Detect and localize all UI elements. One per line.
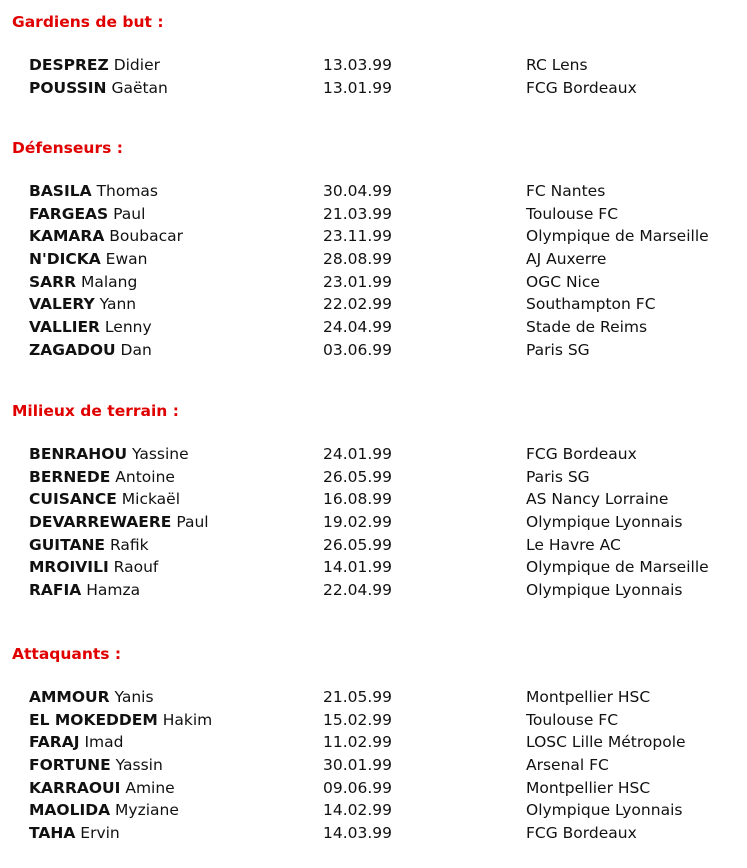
player-birthdate: 30.01.99 xyxy=(323,756,393,775)
player-birthdate: 09.06.99 xyxy=(323,778,393,797)
player-first-name: Amine xyxy=(125,778,175,797)
player-last-name: GUITANE xyxy=(29,535,106,554)
player-first-name: Antoine xyxy=(115,467,175,486)
player-name xyxy=(29,316,152,339)
player-first-name: Dan xyxy=(120,340,152,359)
player-last-name: BASILA xyxy=(29,182,92,200)
player-row xyxy=(0,754,747,777)
player-last-name: BERNEDE xyxy=(29,467,111,486)
player-name xyxy=(29,293,136,316)
player-last-name: AMMOUR xyxy=(29,688,110,706)
player-club: Olympique Lyonnais xyxy=(526,581,683,600)
section-title: Gardiens de but : xyxy=(12,13,164,31)
player-row xyxy=(0,339,747,362)
player-row xyxy=(0,271,747,294)
player-name xyxy=(29,488,180,511)
player-last-name: TAHA xyxy=(29,824,76,843)
player-club: RC Lens xyxy=(526,56,588,74)
player-birthdate: 14.01.99 xyxy=(323,558,393,577)
player-last-name: DEVARREWAERE xyxy=(29,513,172,532)
player-last-name: SARR xyxy=(29,272,77,291)
player-row xyxy=(0,293,747,316)
player-birthdate: 13.01.99 xyxy=(323,78,393,97)
player-name xyxy=(29,799,179,822)
player-birthdate: 03.06.99 xyxy=(323,340,393,359)
player-list xyxy=(0,686,747,845)
player-first-name: Hamza xyxy=(86,581,141,600)
player-row xyxy=(0,248,747,271)
player-first-name: Yassine xyxy=(131,445,189,463)
player-last-name: VALLIER xyxy=(29,318,100,337)
player-first-name: Gaëtan xyxy=(111,78,168,97)
player-club: Stade de Reims xyxy=(526,318,648,337)
player-first-name: Didier xyxy=(113,56,160,74)
player-last-name: MAOLIDA xyxy=(29,801,111,820)
player-first-name: Raouf xyxy=(113,558,159,577)
player-row xyxy=(0,488,747,511)
player-row xyxy=(0,534,747,557)
player-name xyxy=(29,77,168,100)
player-first-name: Imad xyxy=(84,733,124,752)
player-name xyxy=(29,466,175,489)
player-last-name: N'DICKA xyxy=(29,250,101,269)
player-row xyxy=(0,225,747,248)
player-name xyxy=(29,443,189,466)
player-last-name: KAMARA xyxy=(29,227,105,246)
player-birthdate: 21.03.99 xyxy=(323,204,393,223)
player-name xyxy=(29,225,183,248)
player-last-name: FORTUNE xyxy=(29,756,111,775)
player-row xyxy=(0,731,747,754)
player-club: FCG Bordeaux xyxy=(526,445,637,463)
player-row xyxy=(0,466,747,489)
player-birthdate: 28.08.99 xyxy=(323,250,393,269)
player-first-name: Paul xyxy=(176,513,209,532)
section-title: Milieux de terrain : xyxy=(12,402,179,420)
player-club: OGC Nice xyxy=(526,272,600,291)
player-birthdate: 21.05.99 xyxy=(323,688,393,706)
player-last-name: FARGEAS xyxy=(29,204,109,223)
player-first-name: Rafik xyxy=(109,535,149,554)
player-row xyxy=(0,203,747,226)
player-last-name: BENRAHOU xyxy=(29,445,128,463)
player-last-name: KARRAOUI xyxy=(29,778,121,797)
player-last-name: CUISANCE xyxy=(29,490,117,509)
player-birthdate: 22.02.99 xyxy=(323,295,393,314)
player-name xyxy=(29,203,145,226)
player-row xyxy=(0,180,747,203)
player-name xyxy=(29,709,212,732)
player-name xyxy=(29,339,152,362)
player-first-name: Malang xyxy=(80,272,138,291)
player-club: Le Havre AC xyxy=(526,535,621,554)
player-first-name: Ewan xyxy=(105,250,148,269)
player-last-name: EL MOKEDDEM xyxy=(29,710,158,729)
player-birthdate: 24.04.99 xyxy=(323,318,393,337)
player-club: Southampton FC xyxy=(526,295,656,314)
player-name xyxy=(29,686,154,709)
player-club: Olympique Lyonnais xyxy=(526,513,683,532)
player-row xyxy=(0,799,747,822)
player-row xyxy=(0,822,747,845)
player-first-name: Ervin xyxy=(80,824,120,843)
player-row xyxy=(0,316,747,339)
player-club: Paris SG xyxy=(526,340,590,359)
player-birthdate: 26.05.99 xyxy=(323,467,393,486)
player-birthdate: 24.01.99 xyxy=(323,445,393,463)
player-first-name: Thomas xyxy=(96,182,159,200)
player-row xyxy=(0,556,747,579)
player-row xyxy=(0,54,747,77)
player-last-name: POUSSIN xyxy=(29,78,107,97)
section-title: Défenseurs : xyxy=(12,139,123,157)
player-last-name: ZAGADOU xyxy=(29,340,116,359)
player-name xyxy=(29,54,160,77)
player-birthdate: 15.02.99 xyxy=(323,710,393,729)
player-row xyxy=(0,443,747,466)
player-birthdate: 14.03.99 xyxy=(323,824,393,843)
player-club: LOSC Lille Métropole xyxy=(526,733,686,752)
player-club: Olympique Lyonnais xyxy=(526,801,683,820)
player-birthdate: 14.02.99 xyxy=(323,801,393,820)
player-club: Toulouse FC xyxy=(526,204,619,223)
player-row xyxy=(0,686,747,709)
player-first-name: Mickaël xyxy=(121,490,181,509)
player-first-name: Paul xyxy=(113,204,146,223)
player-name xyxy=(29,822,120,845)
player-last-name: VALERY xyxy=(29,295,95,314)
player-row xyxy=(0,511,747,534)
player-club: AJ Auxerre xyxy=(526,250,607,269)
player-birthdate: 13.03.99 xyxy=(323,56,393,74)
player-first-name: Yassin xyxy=(115,756,163,775)
player-row xyxy=(0,579,747,602)
player-birthdate: 30.04.99 xyxy=(323,182,393,200)
player-last-name: MROIVILI xyxy=(29,558,109,577)
player-club: Montpellier HSC xyxy=(526,778,651,797)
player-birthdate: 23.11.99 xyxy=(323,227,393,246)
player-birthdate: 19.02.99 xyxy=(323,513,393,532)
player-last-name: FARAJ xyxy=(29,733,80,752)
player-club: Paris SG xyxy=(526,467,590,486)
player-list xyxy=(0,443,747,602)
player-birthdate: 22.04.99 xyxy=(323,581,393,600)
section-title: Attaquants : xyxy=(12,645,122,663)
player-club: FCG Bordeaux xyxy=(526,824,637,843)
player-row xyxy=(0,777,747,800)
player-name xyxy=(29,731,123,754)
player-first-name: Yann xyxy=(99,295,137,314)
player-name xyxy=(29,534,149,557)
player-club: Arsenal FC xyxy=(526,756,609,775)
player-name xyxy=(29,579,140,602)
player-last-name: RAFIA xyxy=(29,581,82,600)
player-name xyxy=(29,180,158,203)
player-name xyxy=(29,271,137,294)
player-club: FC Nantes xyxy=(526,182,606,200)
player-birthdate: 23.01.99 xyxy=(323,272,393,291)
player-club: Montpellier HSC xyxy=(526,688,651,706)
player-club: FCG Bordeaux xyxy=(526,78,637,97)
player-name xyxy=(29,754,163,777)
player-first-name: Hakim xyxy=(162,710,213,729)
player-row xyxy=(0,77,747,100)
player-birthdate: 26.05.99 xyxy=(323,535,393,554)
player-row xyxy=(0,709,747,732)
player-club: Olympique de Marseille xyxy=(526,227,709,246)
player-birthdate: 16.08.99 xyxy=(323,490,393,509)
player-birthdate: 11.02.99 xyxy=(323,733,393,752)
player-name xyxy=(29,777,175,800)
player-first-name: Lenny xyxy=(104,318,152,337)
player-club: Olympique de Marseille xyxy=(526,558,709,577)
player-name xyxy=(29,248,147,271)
player-last-name: DESPREZ xyxy=(29,56,109,74)
player-club: Toulouse FC xyxy=(526,710,619,729)
player-first-name: Yanis xyxy=(114,688,154,706)
player-first-name: Myziane xyxy=(115,801,179,820)
player-name xyxy=(29,556,158,579)
player-list xyxy=(0,54,747,99)
player-club: AS Nancy Lorraine xyxy=(526,490,669,509)
player-name xyxy=(29,511,209,534)
player-first-name: Boubacar xyxy=(109,227,183,246)
player-list xyxy=(0,180,747,362)
